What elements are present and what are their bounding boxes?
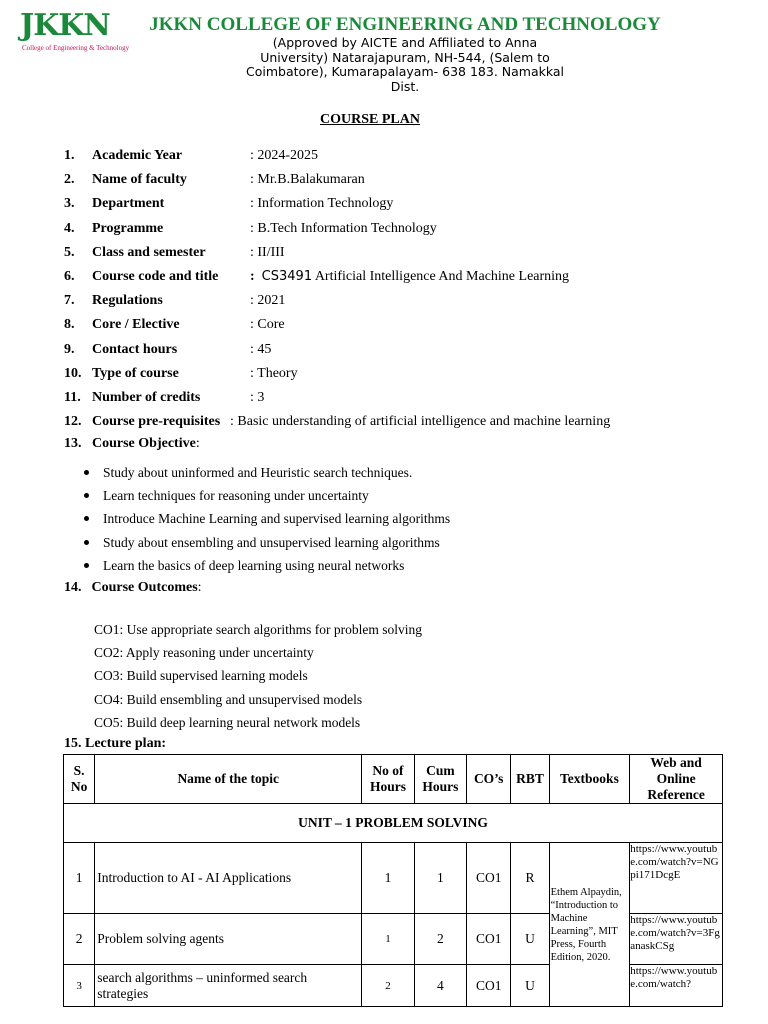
info-num: 13. [64,436,82,452]
info-row [64,194,744,218]
info-label: Programme [92,220,164,236]
info-value: : 2021 [250,293,286,309]
logo-text: JKKN [20,8,110,43]
info-num: 1. [64,148,75,163]
info-row [64,146,744,170]
list-item: Learn techniques for reasoning under uncertainty [84,487,450,510]
info-num: 8. [64,317,75,333]
college-header [130,14,680,94]
cell-co: CO1 [467,914,511,965]
info-num: 2. [64,172,75,188]
unit-row [64,804,723,843]
cell-topic: Introduction to AI - AI Applications [95,843,362,914]
info-value: : Mr.B.Balakumaran [250,172,365,188]
col-header-topic: Name of the topic [95,755,362,804]
list-item: CO4: Build ensembling and unsupervised models [94,691,363,707]
info-row-objective [64,434,744,456]
cell-sno: 1 [64,843,95,914]
info-row-prereq [64,412,744,434]
info-row [64,219,744,243]
cell-topic: Problem solving agents [95,914,362,965]
list-item: Study about ensembling and unsupervised learning algorithms [84,534,450,557]
info-value: : Theory [250,365,298,381]
info-label [92,434,200,454]
info-label: Class and semester [92,244,206,260]
col-header-ref: Web and Online Reference [630,755,723,804]
info-row [64,340,744,364]
info-row [64,364,744,388]
info-label: Contact hours [92,341,178,357]
col-header-hours: No of Hours [362,755,414,804]
table-header-row [64,755,723,804]
college-name: JKKN COLLEGE OF ENGINEERING AND TECHNOLOGY [149,14,661,35]
cell-hours: 2 [362,965,414,1007]
cell-cum: 1 [414,843,466,914]
college-address: (Approved by AICTE and Affiliated to Anna University) Natarajapuram, NH-544, (Salem to Coimbatore), Kumarapalayam- 638 183. Namakkal Dist. [246,35,564,94]
info-num: 11. [64,389,81,405]
unit-title: UNIT – 1 PROBLEM SOLVING [64,804,723,843]
info-label: Regulations [92,293,163,309]
info-num: 3. [64,196,75,212]
col-header-textbooks: Textbooks [549,755,630,804]
cell-rbt: U [511,914,549,965]
info-label: Type of course [92,365,179,381]
cell-sno: 3 [64,965,95,1007]
course-info [64,146,744,456]
list-item: Study about uninformed and Heuristic search techniques. [84,464,450,487]
info-num: 9. [64,341,75,357]
info-value: : 2024-2025 [250,148,319,163]
info-row [64,388,744,412]
col-header-rbt: RBT [511,755,549,804]
info-num: 14. [64,580,82,595]
info-value: : B.Tech Information Technology [250,220,437,236]
list-item: CO3: Build supervised learning models [94,668,308,684]
info-row [64,291,744,315]
lecture-plan-heading: 15. Lecture plan: [64,736,167,751]
info-num: 5. [64,244,75,260]
info-row [64,170,744,194]
info-num: 10. [64,365,82,381]
info-value-prefix: : [250,268,262,284]
list-item: Introduce Machine Learning and supervised learning algorithms [84,510,450,533]
info-row [64,243,744,267]
cell-co: CO1 [467,965,511,1007]
info-num: 7. [64,293,75,309]
cell-textbook: Ethem Alpaydin, “Introduction to Machine Learning”, MIT Press, Fourth Edition, 2020. [549,843,630,1007]
info-num: 4. [64,220,75,236]
info-label: Name of faculty [92,172,187,188]
info-num: 6. [64,268,75,284]
info-value: : Information Technology [250,196,394,212]
info-num: 12. [64,414,82,430]
cell-cum: 2 [414,914,466,965]
cell-hours: 1 [362,914,414,965]
cell-reference-link[interactable]: https://www.youtube.com/watch? [630,965,723,1007]
cell-reference-link[interactable]: https://www.youtube.com/watch?v=3FganaskCSg [630,914,723,965]
info-label: Academic Year [92,148,183,163]
cell-topic: search algorithms – uninformed search strategies [95,965,362,1007]
cell-rbt: U [511,965,549,1007]
info-value: : II/III [250,244,285,260]
col-header-sno: S. No [64,755,95,804]
page-title: COURSE PLAN [320,112,420,127]
info-label: Number of credits [92,389,201,405]
cell-hours: 1 [362,843,414,914]
logo-subtext: College of Engineering & Technology [22,44,130,52]
lecture-plan-table [63,754,723,1007]
cell-co: CO1 [467,843,511,914]
outcomes-list [94,620,422,736]
col-header-cum: Cum Hours [414,755,466,804]
list-item: CO1: Use appropriate search algorithms for problem solving [94,622,423,637]
college-logo [20,8,130,56]
info-label: Course code and title [92,268,219,284]
outcomes-label: Course Outcomes [91,580,198,595]
outcomes-colon: : [197,580,202,595]
info-label: Course pre-requisites [92,414,221,430]
objective-label: Course Objective [92,436,196,452]
cell-reference-link[interactable]: https://www.youtube.com/watch?v=NGpi171DcgE [630,843,723,914]
info-row [64,315,744,339]
list-item: CO2: Apply reasoning under uncertainty [94,645,314,661]
course-code: CS3491 [261,268,313,284]
info-value: : 3 [250,389,265,405]
info-label: Department [92,196,165,212]
cell-rbt: R [511,843,549,914]
info-value: : Basic understanding of artificial intelligence and machine learning [230,414,611,430]
info-value: : Core [250,317,285,333]
cell-sno: 2 [64,914,95,965]
info-row [64,267,744,291]
info-value: : 45 [250,341,272,357]
list-item: Learn the basics of deep learning using neural networks [84,557,450,580]
table-row [64,843,723,914]
cell-cum: 4 [414,965,466,1007]
objective-colon: : [195,436,200,452]
list-item: CO5: Build deep learning neural network models [94,714,361,730]
info-value [250,267,569,287]
course-title: Artificial Intelligence And Machine Learning [312,268,570,284]
outcomes-heading [64,580,202,596]
col-header-cos: CO’s [467,755,511,804]
objectives-list [84,464,450,580]
info-label: Core / Elective [92,317,180,333]
